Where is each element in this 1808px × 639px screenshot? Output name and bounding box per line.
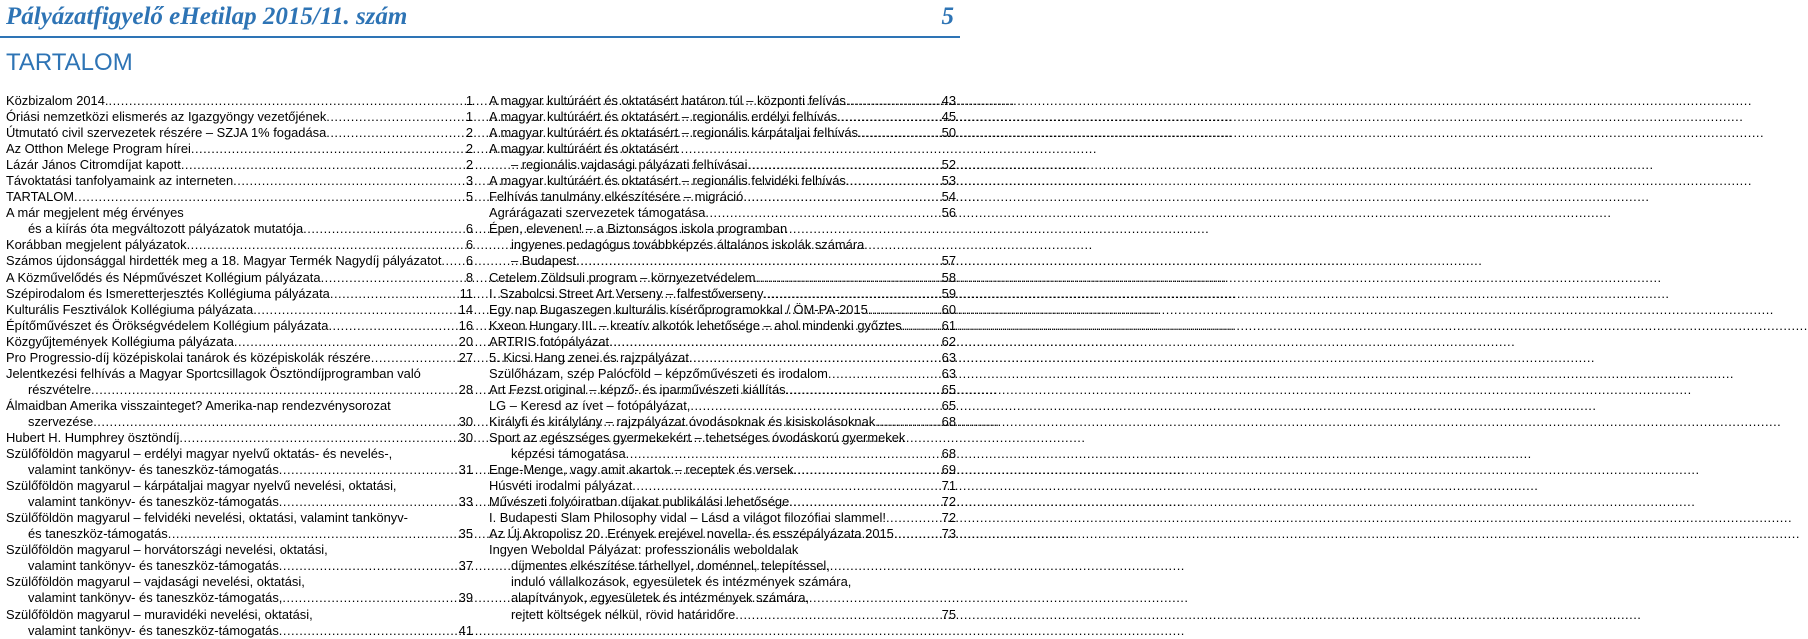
toc-entry-page: 61 <box>941 317 956 333</box>
dot-leader <box>371 350 457 366</box>
toc-entry-text: – regionális vajdasági pályázati felhívásai <box>511 157 748 173</box>
dot-leader <box>875 414 939 430</box>
dot-leader <box>108 93 463 109</box>
toc-entry-text: Szülőföldön magyarul – kárpátaljai magyar nyelvű nevelési, oktatási, <box>6 478 397 494</box>
dot-leader <box>868 302 940 318</box>
toc-entry-page: 35 <box>458 526 473 542</box>
dot-leader <box>330 286 458 302</box>
toc-entry-page: 56 <box>941 205 956 221</box>
dot-leader <box>326 125 464 141</box>
toc-entry-page: 1 <box>465 93 473 108</box>
toc-entry-text: I. Szabolcsi Street Art Verseny – falfestőverseny <box>489 285 764 301</box>
toc-entry[interactable] <box>6 430 473 446</box>
dot-leader <box>690 398 939 414</box>
toc-right-column <box>489 93 956 623</box>
toc-entry-text: szervezése <box>28 413 94 429</box>
toc-entry-page: 43 <box>941 93 956 108</box>
toc-entry-text: képzési támogatása <box>511 446 626 462</box>
toc-entry-text: részvételre <box>28 381 92 397</box>
toc-entry-page: 39 <box>458 590 473 606</box>
toc-entry-page: 62 <box>941 333 956 349</box>
toc-entry-text: valamint tankönyv- és taneszköz-támogatás <box>28 462 279 478</box>
toc-entry-text: valamint tankönyv- és taneszköz-támogatás <box>28 622 279 638</box>
toc-entry-text: induló vállalkozások, egyesületek és intézmények számára, <box>511 574 852 590</box>
toc-entry-text: Szépirodalom és Ismeretterjesztés Kollégiuma pályázata <box>6 285 330 301</box>
toc-entry-text: alapítványok, egyesületek és intézmények számára, <box>511 590 810 606</box>
toc-entry-page: 28 <box>458 381 473 397</box>
toc-entry-text: Szülőházam, szép Palócföld – képzőművészeti és irodalom <box>489 365 828 381</box>
toc-entry-text: Cetelem Zöldsuli program – környezetvédelem <box>489 269 756 285</box>
toc-entry[interactable] <box>6 253 473 269</box>
toc-entry-text: Kulturális Fesztiválok Kollégiuma pályázata <box>6 301 254 317</box>
toc-entry-page: 65 <box>941 397 956 413</box>
toc-entry-page: 14 <box>458 301 473 317</box>
toc-entry-page: 52 <box>941 157 956 173</box>
dot-leader <box>609 334 940 350</box>
toc-entry-text: Közbizalom 2014. <box>6 93 109 108</box>
toc-entry[interactable] <box>6 574 473 606</box>
page-header <box>0 0 960 34</box>
toc-entry-text: Egy nap Bugaszegen kulturális kísérőprogramokkal / ÖM-PA-2015 <box>489 301 868 317</box>
page-number: 5 <box>941 3 954 30</box>
toc-entry-text: Számos újdonsággal hirdették meg a 18. Magyar Termék Nagydíj pályázatot <box>6 253 442 269</box>
toc-entry-page: 1 <box>465 109 473 125</box>
toc-entry-page: 73 <box>941 526 956 542</box>
toc-entry-page: 37 <box>458 558 473 574</box>
dot-leader <box>321 270 464 286</box>
toc-entry[interactable] <box>6 125 473 141</box>
dot-leader <box>93 414 456 430</box>
toc-entry[interactable] <box>489 462 956 478</box>
toc-entry-page: 50 <box>941 125 956 141</box>
dot-leader <box>894 526 940 542</box>
toc-entry[interactable] <box>6 398 473 430</box>
dot-leader <box>279 623 457 639</box>
toc-entry[interactable] <box>489 430 956 462</box>
toc-entry[interactable] <box>489 526 956 542</box>
toc-entry[interactable] <box>6 270 473 286</box>
dot-leader <box>886 510 940 526</box>
toc-entry-text: I. Budapesti Slam Philosophy vidal – Lásd a világot filozófiai slammel! <box>489 510 886 526</box>
toc-entry-page: 41 <box>458 622 473 638</box>
toc-entry-page: 63 <box>941 365 956 381</box>
dot-leader <box>187 237 464 253</box>
toc-entry-page: 63 <box>941 349 956 365</box>
toc-entry-page: 6 <box>465 253 473 269</box>
toc-entry[interactable] <box>489 318 956 334</box>
toc-entry-text: díjmentes elkészítése tárhellyel, doménnel, telepítéssel, <box>511 558 830 574</box>
toc-entry[interactable] <box>489 173 956 189</box>
toc-entry-page: 2 <box>465 157 473 173</box>
toc-entry-page: 16 <box>458 317 473 333</box>
toc-entry-text: Kxeon Hungary III. – kreatív alkotók lehetősége – ahol mindenki győztes <box>489 317 902 333</box>
toc-entry[interactable] <box>6 173 473 189</box>
toc-entry[interactable] <box>6 334 473 350</box>
toc-entry[interactable] <box>6 318 473 334</box>
toc-entry-text: LG – Keresd az ívet – fotópályázat, <box>489 397 691 413</box>
dot-leader <box>858 125 940 141</box>
toc-entry-text: Útmutató civil szervezetek részére – SZJA 1% fogadása <box>6 125 327 141</box>
toc-entry-text: valamint tankönyv- és taneszköz-támogatás <box>28 494 279 510</box>
dot-leader <box>743 189 939 205</box>
toc-entry-text: Épen, elevenen! – a Biztonságos iskola programban <box>489 221 788 237</box>
toc-entry-page: 2 <box>465 125 473 141</box>
dot-leader <box>326 109 464 125</box>
dot-leader <box>705 205 939 221</box>
toc-entry-text: Szülőföldön magyarul – horvátországi nevelési, oktatási, <box>6 542 328 558</box>
toc-entry[interactable] <box>6 157 473 173</box>
dot-leader <box>441 253 463 269</box>
toc-entry-page: 3 <box>465 173 473 189</box>
toc-entry-text: Felhívás tanulmány elkészítésére – migráció <box>489 189 744 205</box>
dot-leader <box>168 526 457 542</box>
dot-leader <box>191 141 464 157</box>
toc-entry-page: 68 <box>941 446 956 462</box>
toc-entry-text: Óriási nemzetközi elismerés az Igazgyöngy vezetőjének <box>6 109 327 125</box>
toc-entry-text: Hubert H. Humphrey ösztöndíj <box>6 429 180 445</box>
toc-entry[interactable] <box>489 270 956 286</box>
header-divider <box>0 36 960 38</box>
dot-leader <box>74 189 464 205</box>
toc-entry-text: Korábban megjelent pályázatok <box>6 237 187 253</box>
toc-entry-text: rejtett költségek nélkül, rövid határidőre <box>511 606 736 622</box>
toc-entry[interactable] <box>489 398 956 414</box>
toc-entry-text: Húsvéti irodalmi pályázat <box>489 478 633 494</box>
toc-entry-page: 58 <box>941 269 956 285</box>
dot-leader <box>747 157 939 173</box>
toc-entry[interactable] <box>6 478 473 510</box>
toc-entry[interactable] <box>6 366 473 398</box>
toc-entry-text: Ingyen Weboldal Pályázat: professzionális weboldalak <box>489 542 799 558</box>
toc-entry-text: 5. Kicsi Hang zenei és rajzpályázat <box>489 349 689 365</box>
toc-entry-text: Enge-Menge, vagy amit akartok – receptek és versek <box>489 462 794 478</box>
toc-entry-text: A magyar kultúráért és oktatásért – regionális kárpátaljai felhívás <box>489 125 859 141</box>
toc-entry-text: TARTALOM <box>6 189 75 205</box>
toc-entry[interactable] <box>489 205 956 221</box>
dot-leader <box>253 302 456 318</box>
dot-leader <box>837 109 939 125</box>
dot-leader <box>279 462 457 478</box>
toc-entry-page: 57 <box>941 253 956 269</box>
toc-entry[interactable] <box>6 350 473 366</box>
dot-leader <box>233 173 464 189</box>
publication-title: Pályázatfigyelő eHetilap 2015/11. szám <box>6 3 408 30</box>
toc-entry[interactable] <box>6 542 473 574</box>
toc-entry[interactable] <box>6 510 473 542</box>
toc-entry-text: és taneszköz-támogatás <box>28 526 168 542</box>
toc-entry-text: ARTRIS fotópályázat <box>489 333 610 349</box>
toc-entry[interactable] <box>489 414 956 430</box>
toc-entry[interactable] <box>489 125 956 141</box>
dot-leader <box>179 430 456 446</box>
toc-entry-page: 75 <box>941 606 956 622</box>
toc-entry-text: A magyar kultúráért és oktatásért – regionális erdélyi felhívás <box>489 109 838 125</box>
dot-leader <box>279 494 457 510</box>
toc-entry-text: A magyar kultúráért és oktatásért – regionális felvidéki felhívás <box>489 173 846 189</box>
toc-entry[interactable] <box>489 510 956 526</box>
toc-entry[interactable] <box>6 237 473 253</box>
toc-entry[interactable] <box>489 141 956 173</box>
toc-entry-text: Építőművészet és Örökségvédelem Kollégium pályázata <box>6 317 329 333</box>
dot-leader <box>632 478 939 494</box>
toc-entry-page: 30 <box>458 413 473 429</box>
toc-entry[interactable] <box>6 446 473 478</box>
toc-entry[interactable] <box>6 286 473 302</box>
toc-entry-page: 6 <box>465 237 473 253</box>
toc-entry[interactable] <box>6 607 473 639</box>
toc-entry-page: 65 <box>941 381 956 397</box>
toc-entry-text: ingyenes pedagógus továbbképzés általános iskolák számára <box>511 237 865 253</box>
toc-entry-page: 6 <box>465 221 473 237</box>
toc-entry-text: Közgyűjtemények Kollégiuma pályázata <box>6 333 234 349</box>
dot-leader <box>234 334 457 350</box>
toc-entry-page: 5 <box>465 189 473 205</box>
toc-entry-page: 53 <box>941 173 956 189</box>
toc-entry-text: Szülőföldön magyarul – erdélyi magyar nyelvű oktatás- és nevelés-, <box>6 446 393 462</box>
toc-entry-page: 31 <box>458 462 473 478</box>
toc-entry-page: 68 <box>941 413 956 429</box>
toc-entry-text: és a kiírás óta megváltozott pályázatok mutatója <box>28 221 304 237</box>
dot-leader <box>902 318 940 334</box>
toc-entry[interactable] <box>6 141 473 157</box>
toc-entry-text: Lázár János Citromdíjat kapott <box>6 157 181 173</box>
toc-entry-text: A magyar kultúráért és oktatásért <box>489 141 679 157</box>
toc-heading: TARTALOM <box>6 49 133 76</box>
dot-leader <box>181 157 464 173</box>
toc-left-column <box>6 93 473 639</box>
toc-entry[interactable] <box>489 189 956 205</box>
toc-entry-text: Szülőföldön magyarul – vajdasági nevelési, oktatási, <box>6 574 305 590</box>
dot-leader <box>846 173 940 189</box>
dot-leader <box>794 462 940 478</box>
dot-leader <box>756 270 940 286</box>
dot-leader <box>626 446 940 462</box>
toc-entry-text: Az Otthon Melege Program hírei <box>6 141 191 157</box>
toc-entry-text: Az Új Akropolisz 20. Erények erejével novella- és esszépályázata 2015 <box>489 526 894 542</box>
toc-entry-text: Jelentkezési felhívás a Magyar Sportcsillagok Ösztöndíjprogramban való <box>6 365 421 381</box>
toc-entry-page: 45 <box>941 109 956 125</box>
toc-entry-text: Art Fezst original – képző- és iparművészeti kiállítás <box>489 381 786 397</box>
toc-entry[interactable] <box>489 109 956 125</box>
toc-entry[interactable] <box>489 366 956 382</box>
toc-entry-page: 27 <box>458 349 473 365</box>
toc-entry[interactable] <box>6 302 473 318</box>
toc-entry[interactable] <box>489 302 956 318</box>
toc-entry-text: Sport az egészséges gyermekekért – tehetséges óvodáskorú gyermekek <box>489 429 906 445</box>
dot-leader <box>576 253 939 269</box>
toc-entry[interactable] <box>489 478 956 494</box>
toc-entry[interactable] <box>489 542 956 622</box>
toc-entry-text: Szülőföldön magyarul – muravidéki nevelési, oktatási, <box>6 606 313 622</box>
dot-leader <box>282 590 456 606</box>
toc-entry[interactable] <box>6 93 473 109</box>
toc-entry-page: 11 <box>459 285 473 301</box>
toc-entry[interactable] <box>489 93 956 109</box>
toc-entry-text: valamint tankönyv- és taneszköz-támogatás <box>28 558 279 574</box>
toc-entry-page: 69 <box>941 462 956 478</box>
toc-entry-text: Szülőföldön magyarul – felvidéki nevelési, oktatási, valamint tankönyv- <box>6 510 408 526</box>
toc-entry[interactable] <box>6 109 473 125</box>
toc-entry[interactable] <box>489 350 956 366</box>
dot-leader <box>279 558 457 574</box>
toc-entry[interactable] <box>6 189 473 205</box>
toc-entry[interactable] <box>489 286 956 302</box>
toc-entry-text: – Budapest <box>511 253 577 269</box>
toc-entry-text: A Közművelődés és Népművészet Kollégium pályázata <box>6 269 321 285</box>
toc-entry[interactable] <box>489 334 956 350</box>
dot-leader <box>328 318 456 334</box>
toc-entry-page: 33 <box>458 494 473 510</box>
toc-entry-page: 2 <box>465 141 473 157</box>
toc-entry[interactable] <box>489 382 956 398</box>
toc-entry-page: 71 <box>941 478 956 494</box>
dot-leader <box>846 93 940 109</box>
toc-entry[interactable] <box>489 494 956 510</box>
dot-leader <box>303 221 464 237</box>
toc-entry[interactable] <box>6 205 473 237</box>
toc-entry-text: Pro Progressio-díj középiskolai tanárok és középiskolák részére <box>6 349 371 365</box>
toc-entry-page: 60 <box>941 301 956 317</box>
toc-entry-page: 30 <box>458 429 473 445</box>
toc-entry-page: 72 <box>941 510 956 526</box>
dot-leader <box>789 494 939 510</box>
toc-entry-text: Királyfi és királylány – rajzpályázat óvodásoknak és kisiskolásoknak <box>489 413 876 429</box>
toc-entry-text: Agrárágazati szervezetek támogatása <box>489 205 706 221</box>
toc-entry-page: 8 <box>465 269 473 285</box>
dot-leader <box>786 382 940 398</box>
dot-leader <box>91 382 457 398</box>
dot-leader <box>735 607 939 623</box>
toc-entry-page: 72 <box>941 494 956 510</box>
dot-leader <box>828 366 940 382</box>
toc-entry-text: A magyar kultúráért és oktatásért határon túl – központi felívás <box>489 93 846 108</box>
toc-entry-text: Álmaidban Amerika visszainteget? Amerika-nap rendezvénysorozat <box>6 397 391 413</box>
toc-entry[interactable] <box>489 221 956 269</box>
toc-entry-page: 20 <box>458 333 473 349</box>
toc-entry-page: 59 <box>941 285 956 301</box>
toc-entry-text: A már megjelent még érvényes <box>6 205 184 221</box>
toc-entry-text: Távoktatási tanfolyamaink az interneten <box>6 173 234 189</box>
dot-leader <box>763 286 939 302</box>
toc-entry-text: valamint tankönyv- és taneszköz-támogatás, <box>28 590 283 606</box>
dot-leader <box>689 350 940 366</box>
toc-entry-text: Művészeti folyóiratban díjakat publikálási lehetősége <box>489 494 790 510</box>
toc-entry-page: 54 <box>941 189 956 205</box>
